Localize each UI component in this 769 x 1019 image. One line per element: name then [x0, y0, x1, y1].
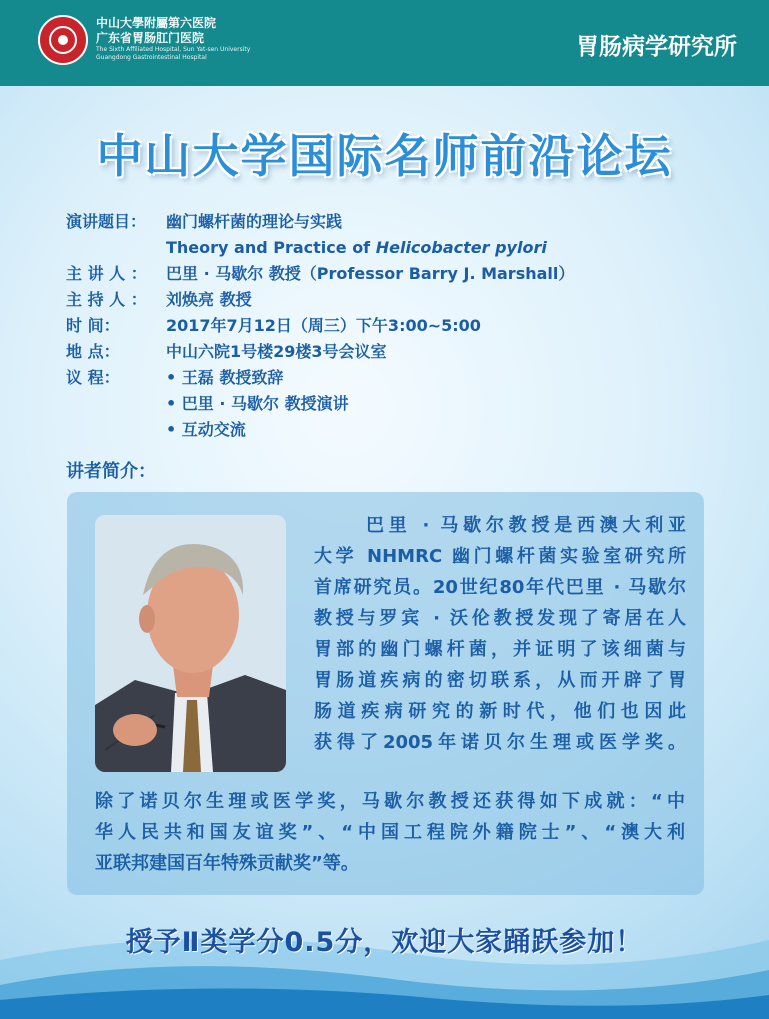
bio-line: 胃肠道疾病的密切联系，从而开辟了胃 [314, 670, 686, 691]
bio-paragraph-bottom [95, 786, 685, 879]
agenda-label: 议 程： [66, 368, 120, 387]
hospital-name [96, 16, 250, 62]
bio-line: 首席研究员。20世纪80年代巴里 · 马歇尔 [314, 577, 686, 598]
hospital-name-line1: 中山大學附屬第六医院 [96, 16, 217, 30]
hospital-name-line4: Guangdong Gastrointestinal Hospital [96, 54, 207, 61]
topic-label: 演讲题目： [66, 212, 147, 231]
agenda-item: • 王磊 教授致辞 [166, 368, 284, 387]
hospital-name-line2: 广东省胃肠肛门医院 [96, 31, 205, 45]
topic-cn: 幽门螺杆菌的理论与实践 [166, 212, 343, 231]
bio-line: 华人民共和国友谊奖”、“中国工程院外籍院士”、“澳大利 [95, 822, 685, 843]
speaker-name: 巴里 · 马歇尔 教授（Professor Barry J. Marshall） [166, 264, 575, 283]
decorative-waves [0, 900, 769, 1019]
bio-line: 教授与罗宾 · 沃伦教授发现了寄居在人 [314, 608, 686, 629]
footer-credit-note: 授予Ⅱ类学分0.5分，欢迎大家踊跃参加！ [125, 927, 644, 958]
bio-line: 获得了2005年诺贝尔生理或医学奖。 [314, 732, 686, 753]
host-name: 刘焕亮 教授 [166, 290, 252, 309]
department-name: 胃肠病学研究所 [576, 34, 737, 60]
topic-en-italic: Helicobacter pylori [375, 238, 547, 257]
bio-paragraph-right [314, 510, 686, 758]
topic-en [166, 236, 547, 260]
agenda-item: • 巴里 · 马歇尔 教授演讲 [166, 394, 349, 413]
topic-en-prefix: Theory and Practice of [166, 238, 376, 257]
agenda-item: • 互动交流 [166, 420, 246, 439]
speaker-label: 主 讲 人 ： [66, 264, 147, 283]
bio-line: 胃部的幽门螺杆菌，并证明了该细菌与 [314, 639, 686, 660]
time-label: 时 间： [66, 316, 120, 335]
host-label: 主 持 人 ： [66, 290, 147, 309]
speaker-photo [95, 515, 286, 772]
bio-line: 大学 NHMRC 幽门螺杆菌实验室研究所 [314, 546, 686, 567]
hospital-logo [38, 15, 88, 65]
time-value: 2017年7月12日（周三）下午3:00~5:00 [166, 316, 481, 335]
page-title: 中山大学国际名师前沿论坛 [96, 129, 673, 183]
speaker-intro-heading: 讲者简介： [66, 461, 156, 482]
bio-line: 肠道疾病研究的新时代，他们也因此 [314, 701, 686, 722]
place-value: 中山六院1号楼29楼3号会议室 [166, 342, 387, 361]
bio-line: 亚联邦建国百年特殊贡献奖”等。 [95, 853, 359, 874]
place-label: 地 点： [66, 342, 120, 361]
bio-line: 巴里 · 马歇尔教授是西澳大利亚 [366, 515, 686, 536]
bio-line: 除了诺贝尔生理或医学奖，马歇尔教授还获得如下成就：“中 [95, 791, 685, 812]
hospital-name-line3: The Sixth Affiliated Hospital, Sun Yat-sen University [96, 46, 251, 53]
header-bar [0, 0, 769, 86]
